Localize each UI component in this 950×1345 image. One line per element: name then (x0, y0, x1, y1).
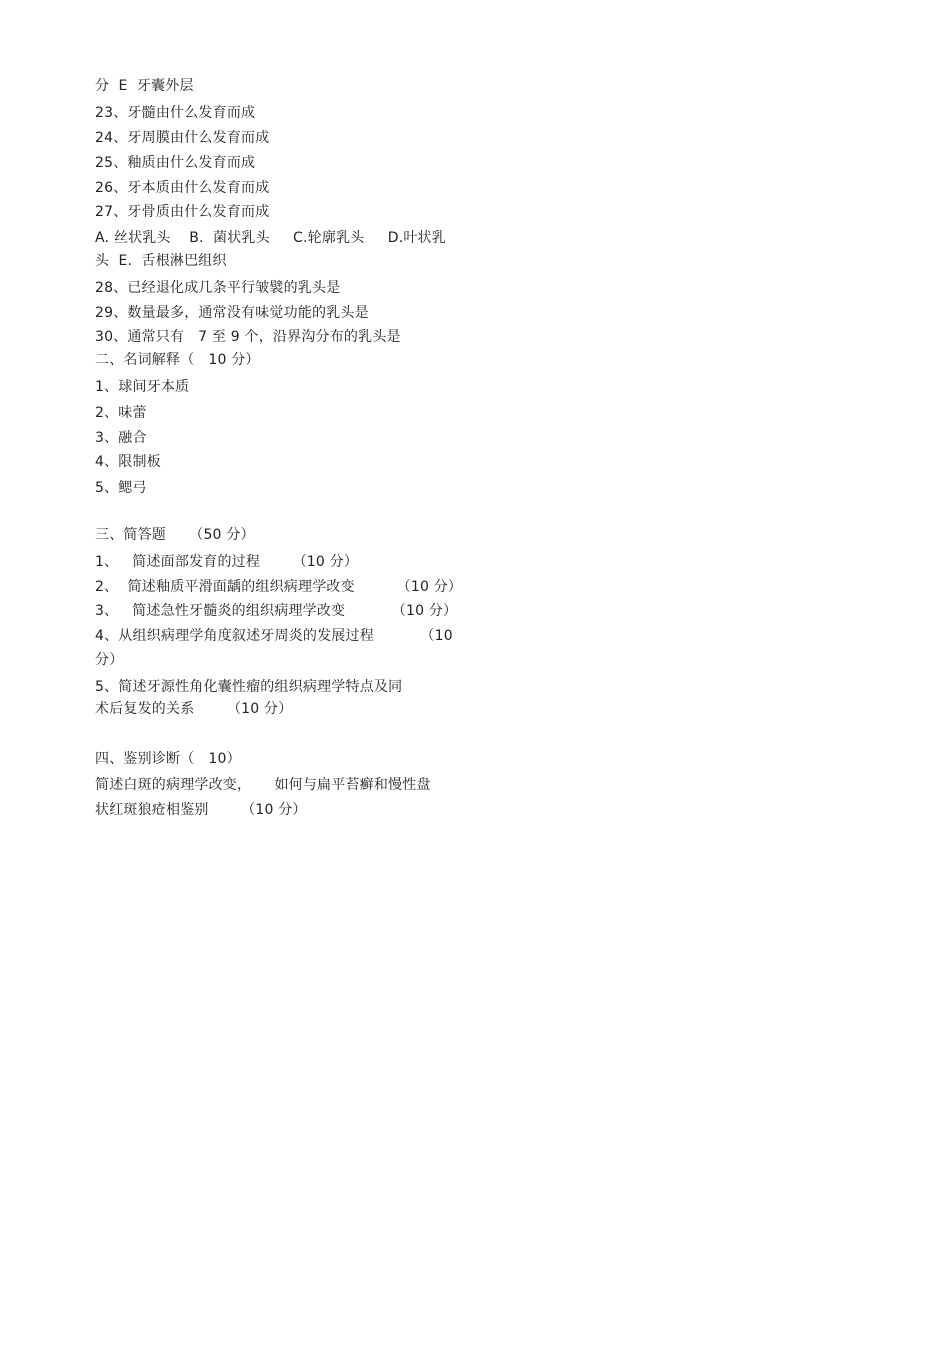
section-heading: 四、鉴别诊断（ 10） (95, 751, 241, 767)
question-29: 29、数量最多，通常没有味觉功能的乳头是 (95, 305, 369, 321)
short-answer-item: 5、简述牙源性角化囊性瘤的组织病理学特点及同 (95, 679, 403, 695)
section-heading: 二、名词解释（ 10 分） (95, 352, 260, 368)
diagnosis-question: 简述白斑的病理学改变， 如何与扁平苔癣和慢性盘 (95, 777, 431, 793)
options-line: A. 丝状乳头 B. 菌状乳头 C.轮廓乳头 D.叶状乳 (95, 230, 446, 246)
term-item: 2、味蕾 (95, 405, 147, 421)
question-27: 27、牙骨质由什么发育而成 (95, 204, 270, 220)
section-heading: 三、简答题 （50 分） (95, 527, 255, 543)
short-answer-item: 分） (95, 652, 124, 668)
question-30: 30、通常只有 7 至 9 个，沿界沟分布的乳头是 (95, 329, 401, 345)
question-23: 23、牙髓由什么发育而成 (95, 105, 256, 121)
short-answer-item: 术后复发的关系 （10 分） (95, 701, 293, 717)
short-answer-item: 2、 简述釉质平滑面龋的组织病理学改变 （10 分） (95, 579, 463, 595)
term-item: 5、鳃弓 (95, 480, 147, 496)
question-24: 24、牙周膜由什么发育而成 (95, 130, 270, 146)
term-item: 4、限制板 (95, 454, 161, 470)
term-item: 3、融合 (95, 430, 147, 446)
short-answer-item: 4、从组织病理学角度叙述牙周炎的发展过程 （10 (95, 628, 453, 644)
question-28: 28、已经退化成几条平行皱襞的乳头是 (95, 280, 341, 296)
question-26: 26、牙本质由什么发育而成 (95, 180, 270, 196)
short-answer-item: 3、 简述急性牙髓炎的组织病理学改变 （10 分） (95, 603, 458, 619)
options-line: 头 E. 舌根淋巴组织 (95, 253, 227, 269)
term-item: 1、球间牙本质 (95, 379, 190, 395)
text-line: 分 E 牙囊外层 (95, 78, 194, 94)
short-answer-item: 1、 简述面部发育的过程 （10 分） (95, 554, 359, 570)
question-25: 25、釉质由什么发育而成 (95, 155, 256, 171)
diagnosis-question: 状红斑狼疮相鉴别 （10 分） (95, 802, 307, 818)
